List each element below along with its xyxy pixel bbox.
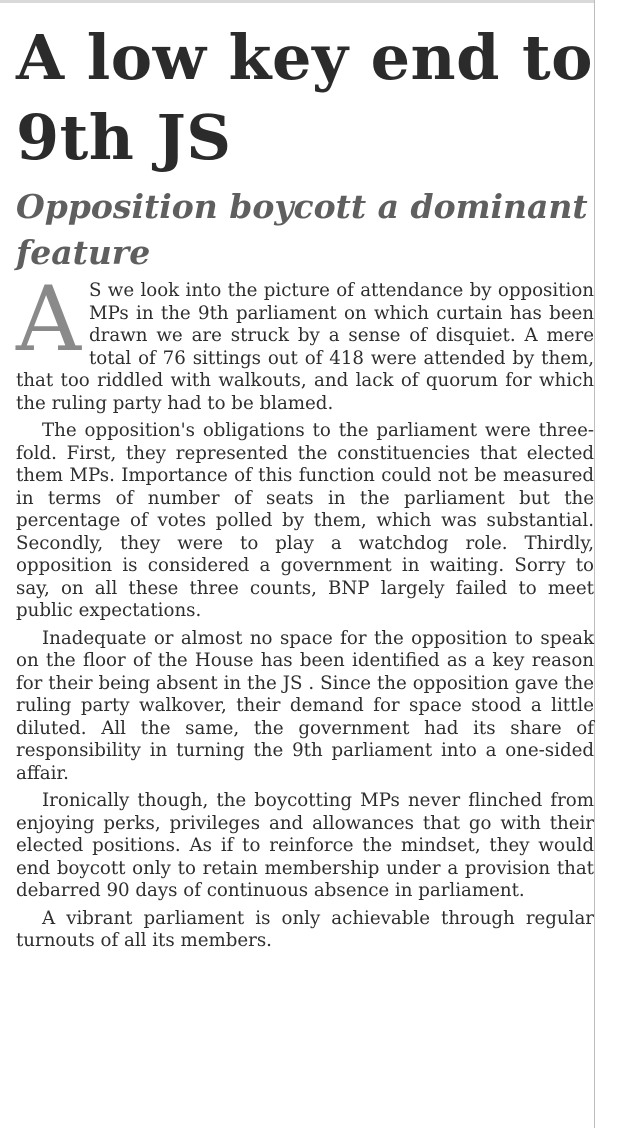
subhead: Opposition boycott a dominant feature	[16, 187, 588, 272]
paragraph-1-text: S we look into the picture of attendance by opposition MPs in the 9th parliament on which curtain has been drawn we are struck by a sense of disquiet. A mere total of 76 sittings out of 418 were attended by them, that too riddled with walkouts, and lack of quorum for which the ruling party had to be blamed.	[16, 280, 594, 414]
paragraph-5: A vibrant parliament is only achievable through regular turnouts of all its members.	[16, 907, 594, 951]
paragraph-4: Ironically though, the boycotting MPs never flinched from enjoying perks, privileges and allowances that go with their elected positions. As if to reinforce the mindset, they would end boycott only to retain membership under a provision that debarred 90 days of continuous absence in parliament.	[16, 790, 594, 901]
paragraph-2: The opposition's obligations to the parliament were three-fold. First, they represented the constituencies that elected them MPs. Importance of this function could not be measured in terms of number of seats in the parliament but the percentage of votes polled by them, which was substantial. Secondly, they were to play a watchdog role. Thirdly, opposition is considered a government in waiting. Sorry to say, on all these three counts, BNP largely failed to meet public expectations.	[16, 420, 594, 621]
drop-cap: A	[16, 267, 81, 372]
top-rule	[0, 0, 594, 3]
paragraph-3: Inadequate or almost no space for the opposition to speak on the floor of the House has been identified as a key reason for their being absent in the JS . Since the opposition gave the ruling party walkover, their demand for space stood a little diluted. All the same, the government had its share of responsibility in turning the 9th parliament into a one-sided affair.	[16, 627, 594, 784]
article	[16, 18, 594, 958]
headline: A low key end to 9th JS	[16, 21, 594, 174]
paragraph-1	[16, 267, 594, 415]
article-body	[16, 267, 594, 953]
column-rule	[594, 0, 595, 1128]
